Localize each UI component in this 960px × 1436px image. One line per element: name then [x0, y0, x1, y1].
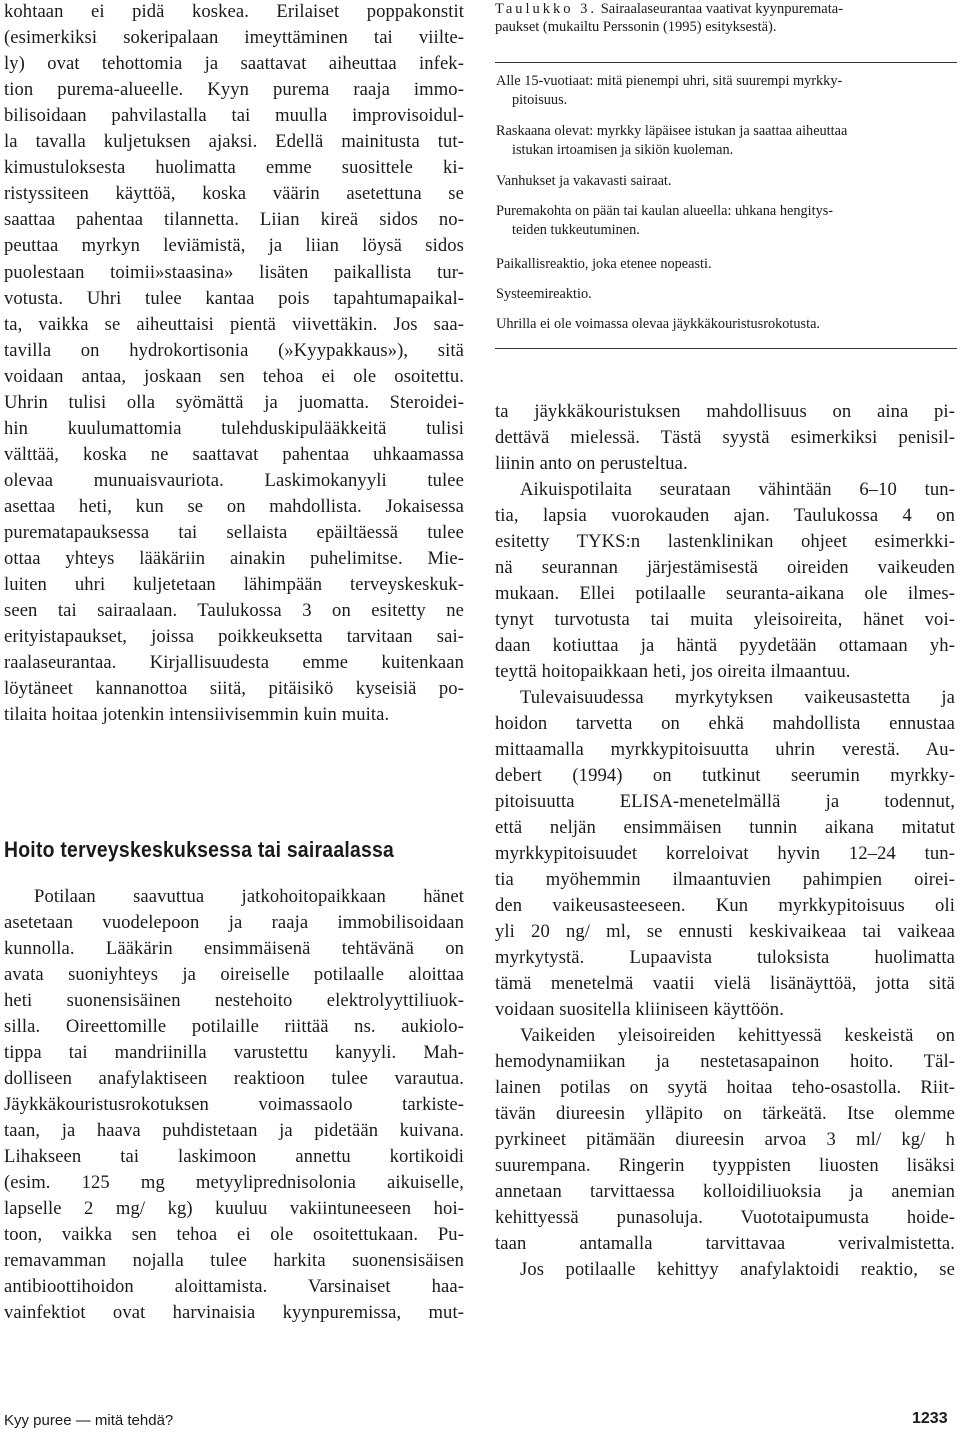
- text-line: Vaikeiden yleisoireiden kehittyessä keskeistä on: [520, 1025, 955, 1046]
- text-line: antibioottihoidon aloittamista. Varsinaiset haa-: [4, 1276, 464, 1297]
- table-item: Systeemireaktio.: [496, 286, 592, 302]
- text-line: lapselle 2 mg/ kg) kuuluu vakiintuneeseen hoi-: [4, 1198, 464, 1219]
- text-line: tia, lapsia vuorokauden ajan. Taulukossa 4 on: [495, 505, 955, 526]
- text-line: luiten uhri kuljetetaan lähimpään terveyskeskuk-: [4, 574, 464, 596]
- text-line: kohtaan ei pidä koskea. Erilaiset poppakonstit: [4, 1, 464, 22]
- text-line: tävän diureesin ylläpito on tärkeätä. Itse olemme: [495, 1103, 955, 1124]
- text-line: remavamman nojalla tulee harkita suonensisäisen: [4, 1250, 464, 1271]
- table-item: Puremakohta on pään tai kaulan alueella: uhkana hengitys-: [496, 203, 834, 219]
- text-line: Potilaan saavuttua jatkohoitopaikkaan hänet: [34, 886, 464, 907]
- text-line: nä seurannan järjestämisestä oireiden vaikeuden: [495, 557, 955, 578]
- text-line: bilisoidaan pahvilastalla tai muulla improvisoidul-: [4, 105, 464, 127]
- text-line: daan kotiuttaa ja häntä pyydetään ottamaan yh-: [495, 635, 955, 656]
- text-line: välttää, koska ne saattavat pahentaa uhkaamassa: [4, 443, 464, 465]
- table-item: Uhrilla ei ole voimassa olevaa jäykkäkouristusrokotusta.: [496, 316, 820, 332]
- text-line: tilaita hoitaa jotenkin intensiivisemmin kuin muita.: [4, 704, 390, 726]
- running-footer-title: Kyy puree — mitä tehdä?: [4, 1412, 174, 1429]
- text-line: Jäykkäkouristusrokotuksen voimassaolo tarkiste-: [4, 1094, 464, 1115]
- text-line: hemodynamiikan ja nestetasapainon hoito. Täl-: [495, 1051, 955, 1072]
- text-line: asetetaan vuodelepoon ja raaja immobilisoidaan: [4, 912, 464, 933]
- text-line: den vaikeusasteeseen. Kun myrkkypitoisuus oli: [495, 895, 955, 916]
- table-bottom-rule: [495, 348, 957, 349]
- text-line: debert (1994) on tutkinut seerumin myrkky-: [495, 765, 955, 786]
- table-caption-line-1: [495, 0, 843, 18]
- text-line: esitetty TYKS:n lastenklinikan ohjeet esimerkki-: [495, 531, 955, 552]
- text-line: heti suonensisäinen nestehoito elektrolyyttiliuok-: [4, 990, 464, 1011]
- text-line: ly) ovat tehottomia ja saattavat aiheuttaa infek-: [4, 53, 464, 75]
- text-line: tavilla on hydrokortisonia (»Kyypakkaus»), sitä: [4, 339, 464, 361]
- text-line: kehittyessä punasoluja. Vuototaipumusta hoide-: [495, 1207, 955, 1228]
- text-line: taan antamalla tarvittavaa verivalmistetta.: [495, 1233, 955, 1254]
- text-line: tia myöhemmin ilmaantuvien pahimpien oirei-: [495, 869, 955, 890]
- text-line: ta, vaikka se aiheuttaisi pientä viivettäkin. Jos saa-: [4, 313, 464, 335]
- text-line: myrkkypitoisuudet korreloivat hyvin 12–24 tun-: [495, 843, 955, 864]
- text-line: voidaan suositella kliiniseen käyttöön.: [495, 999, 784, 1020]
- text-line: Jos potilaalle kehittyy anafylaktoidi reaktio, se: [520, 1259, 955, 1280]
- text-line: liinin anto on perusteltua.: [495, 453, 688, 474]
- text-line: Tulevaisuudessa myrkytyksen vaikeusastetta ja: [520, 687, 955, 708]
- text-line: tynyt turvotusta tai muita yleisoireita, hänet voi-: [495, 609, 955, 630]
- text-line: Aikuispotilaita seurataan vähintään 6–10 tun-: [520, 479, 955, 500]
- text-line: teyttä hoitopaikkaan heti, jos oireita ilmaantuu.: [495, 661, 851, 682]
- text-line: mukaan. Ellei potilaalle seuranta-aikana ole ilmes-: [495, 583, 955, 604]
- text-line: saattaa pahentaa tilannetta. Liian kireä sidos no-: [4, 209, 464, 231]
- table-item-continuation: teiden tukkeutuminen.: [512, 222, 640, 238]
- table-item: Alle 15-vuotiaat: mitä pienempi uhri, sitä suurempi myrkky-: [496, 73, 843, 89]
- text-line: mittaamalla myrkkypitoisuutta uhrin verestä. Au-: [495, 739, 955, 760]
- text-line: löytäneet kannanottoa siitä, pitäisikö kyseisiä po-: [4, 678, 464, 700]
- text-line: Lihakseen tai laskimoon annettu kortikoidi: [4, 1146, 464, 1167]
- table-item-continuation: pitoisuus.: [512, 92, 568, 108]
- table-caption-line-2: paukset (mukailtu Perssonin (1995) esityksestä).: [495, 19, 777, 35]
- text-line: kimustuloksesta huolimatta emme suosittele ki-: [4, 157, 464, 179]
- text-line: olevaa munuaisvauriota. Laskimokanyyli tulee: [4, 469, 464, 491]
- text-line: lainen potilas on syytä hoitaa teho-osastolla. Riit-: [495, 1077, 955, 1098]
- text-line: yli 20 ng/ ml, se ennusti keskivaikeaa tai vaikeaa: [495, 921, 955, 942]
- text-line: että neljän ensimmäisen tunnin aikana mitatut: [495, 817, 955, 838]
- text-line: puolestaan toimii»staasina» lisäten paikallista tur-: [4, 261, 464, 283]
- text-line: la tavalla kuljetuksen ajaksi. Edellä mainitusta tut-: [4, 131, 464, 153]
- table-top-rule: [495, 62, 957, 63]
- section-heading: Hoito terveyskeskuksessa tai sairaalassa: [4, 837, 395, 862]
- text-line: ta jäykkäkouristuksen mahdollisuus on aina pi-: [495, 401, 955, 422]
- text-line: vainfektiot ovat harvinaisia kyynpuremissa, mut-: [4, 1302, 464, 1323]
- table-item: Vanhukset ja vakavasti sairaat.: [496, 173, 672, 189]
- text-line: seen tai sairaalaan. Taulukossa 3 on esitetty ne: [4, 600, 464, 622]
- text-line: annetaan tarvittaessa kolloidiliuoksia ja anemian: [495, 1181, 955, 1202]
- text-line: kunnolla. Lääkärin ensimmäisenä tehtävänä on: [4, 938, 464, 959]
- text-line: (esimerkiksi sokeripalaan imeyttäminen tai viilte-: [4, 27, 464, 49]
- text-line: suurempana. Ringerin tyyppisten liuosten lisäksi: [495, 1155, 955, 1176]
- text-line: voidaan antaa, joskaan sen tehoa ei ole osoitettu.: [4, 365, 464, 387]
- text-line: ristyssiteen käyttöä, koska väärin asetettuna se: [4, 183, 464, 205]
- text-line: peuttaa myrkyn leviämistä, ja liian löysä sidos: [4, 235, 464, 257]
- text-line: hoidon tarvetta on ehkä mahdollista ennustaa: [495, 713, 955, 734]
- text-line: silla. Oireettomille potilaille riittää ns. aukiolo-: [4, 1016, 464, 1037]
- text-line: myrkytystä. Lupaavista tuloksista huolimatta: [495, 947, 955, 968]
- text-line: Uhrin tulisi olla syömättä ja juomatta. Steroidei-: [4, 391, 464, 413]
- text-line: tippa tai mandriinilla varustettu kanyyli. Mah-: [4, 1042, 464, 1063]
- text-line: asettaa heti, kun se on mahdollista. Jokaisessa: [4, 495, 464, 517]
- page-number: 1233: [912, 1410, 948, 1427]
- text-line: votusta. Uhri tulee kantaa pois tapahtumapaikal-: [4, 287, 464, 309]
- text-line: ottaa yhteys lääkäriin ainakin puhelimitse. Mie-: [4, 548, 464, 570]
- text-line: dolliseen anafylaktiseen reaktioon tulee varautua.: [4, 1068, 464, 1089]
- table-item-continuation: istukan irtoamisen ja sikiön kuoleman.: [512, 142, 734, 158]
- text-line: pitoisuutta ELISA-menetelmällä ja todennut,: [495, 791, 955, 812]
- text-line: taan, ja haava puhdistetaan ja pidetään kuivana.: [4, 1120, 464, 1141]
- text-line: avata suoniyhteys ja oireiselle potilaalle aloittaa: [4, 964, 464, 985]
- text-line: raalaseurantaa. Kirjallisuudesta emme kuitenkaan: [4, 652, 464, 674]
- text-line: erityistapaukset, joissa poikkeuksetta tarvitaan sai-: [4, 626, 464, 648]
- table-caption-text-1: Sairaalaseurantaa vaativat kyynpuremata-: [600, 1, 844, 17]
- text-line: toon, vaikka sen tehoa ei ole osoitettukaan. Pu-: [4, 1224, 464, 1245]
- text-line: (esim. 125 mg metyyliprednisolonia aikuiselle,: [4, 1172, 464, 1193]
- text-line: tion purema-alueelle. Kyyn purema raaja immo-: [4, 79, 464, 101]
- text-line: tämä menetelmä vaatii vielä lisänäyttöä, jotta sitä: [495, 973, 955, 994]
- text-line: purematapauksessa tai sellaista epäiltäessä tulee: [4, 522, 464, 543]
- text-line: hin kuulumattomia tulehduskipulääkkeitä tulisi: [4, 417, 464, 439]
- text-line: pyrkineet pitämään diureesin arvoa 3 ml/ kg/ h: [495, 1129, 955, 1150]
- table-item: Raskaana olevat: myrkky läpäisee istukan ja saattaa aiheuttaa: [496, 123, 848, 139]
- text-line: dettävä mielessä. Tästä syystä esimerkiksi penisil-: [495, 427, 955, 448]
- table-label: Taulukko 3.: [495, 1, 598, 17]
- table-item: Paikallisreaktio, joka etenee nopeasti.: [496, 256, 712, 272]
